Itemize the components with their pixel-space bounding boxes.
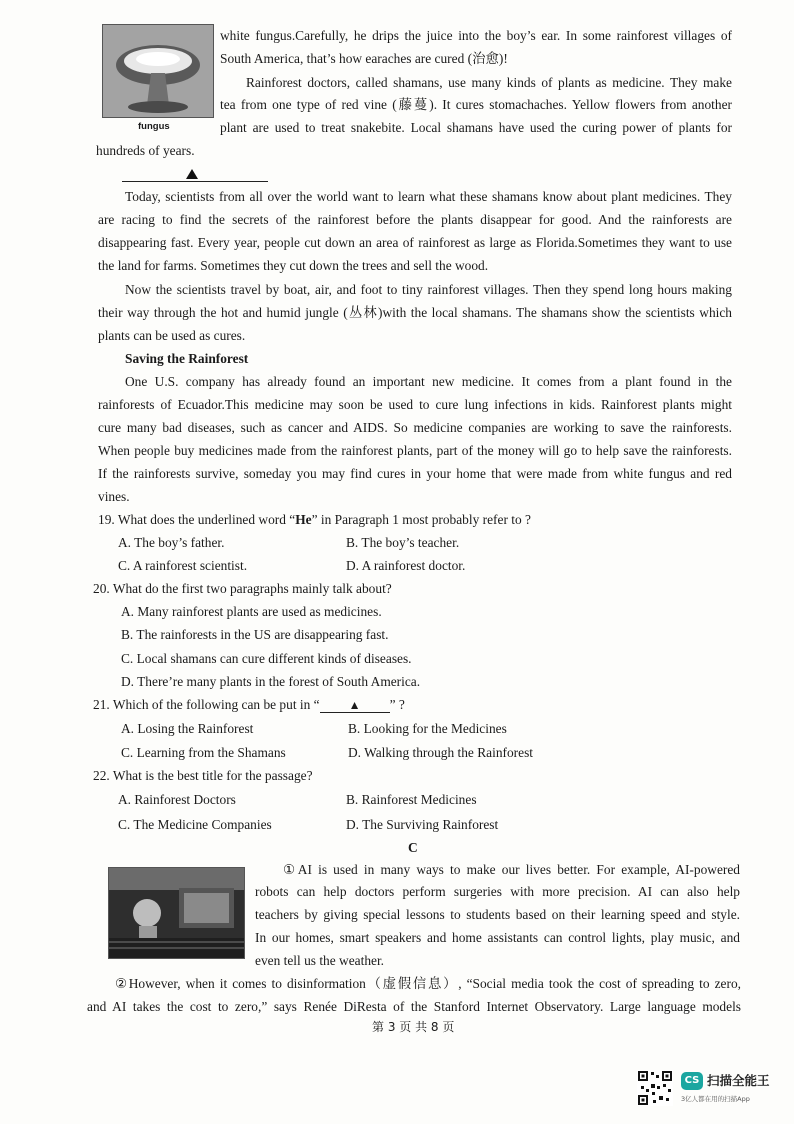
option-d[interactable]: D. Walking through the Rainforest bbox=[348, 745, 533, 760]
option-c[interactable]: C. The Medicine Companies bbox=[118, 817, 272, 832]
option-c[interactable]: C. Local shamans can cure different kinds of diseases. bbox=[121, 651, 412, 666]
option-a[interactable]: A. Losing the Rainforest bbox=[121, 721, 254, 736]
option-a[interactable]: A. The boy’s father. bbox=[118, 535, 225, 550]
question-text: 19. What does the underlined word “ bbox=[98, 512, 296, 527]
underlined-word: He bbox=[295, 512, 312, 527]
qr-code bbox=[637, 1070, 673, 1106]
question-21-stem bbox=[93, 696, 405, 714]
passage-line: When people buy medicines made from the rainforest plants, part of the money will go to help save the rainforests. bbox=[98, 443, 732, 458]
passage-line: vines. bbox=[98, 489, 130, 504]
passage-line: Now the scientists travel by boat, air, and foot to tiny rainforest villages. Then they spend long hours making bbox=[125, 282, 732, 297]
passage-line: are racing to find the secrets of the rainforest before the plants disappear for good. And the rainforests are bbox=[98, 212, 732, 227]
option-b[interactable]: B. Looking for the Medicines bbox=[348, 721, 507, 736]
question-text: ” ? bbox=[389, 697, 405, 712]
passage-line: tea from one type of red vine (藤蔓). It cures stomachaches. Yellow flowers from another bbox=[220, 97, 732, 112]
passage-line: the land for farms. Sometimes they cut down the trees and sell the wood. bbox=[98, 258, 489, 273]
passage-line: If the rainforests survive, someday you may find cures in your home that were made from white fungus and red bbox=[98, 466, 732, 481]
passage-line: Today, scientists from all over the world want to learn what these shamans know about plant medicines. They bbox=[125, 189, 732, 204]
option-b[interactable]: B. The rainforests in the US are disappearing fast. bbox=[121, 627, 389, 642]
passage-line: disappearing fast. Every year, people cut down an area of rainforest as large as Florida.Sometimes they want to use bbox=[98, 235, 732, 250]
inline-blank bbox=[320, 698, 390, 713]
blank-triangle-marker bbox=[186, 166, 198, 182]
triangle-icon: ▲ bbox=[348, 698, 361, 712]
passage-line: rainforests of Ecuador.This medicine may soon be used to cure lung infections in kids. Rainforest plants might bbox=[98, 397, 732, 412]
option-d[interactable]: D. There’re many plants in the forest of South America. bbox=[121, 674, 421, 689]
fungus-caption: fungus bbox=[138, 121, 170, 132]
fungus-illustration bbox=[103, 25, 213, 117]
passage-line: One U.S. company has already found an important new medicine. It comes from a plant found in the bbox=[125, 374, 732, 389]
triangle-icon bbox=[186, 169, 198, 179]
page-number: 第 3 页 共 8 页 bbox=[372, 1020, 455, 1034]
passage-line: their way through the hot and humid jungle (丛林)with the local shamans. The shamans show the scientists which bbox=[98, 305, 732, 320]
option-d[interactable]: D. The Surviving Rainforest bbox=[346, 817, 499, 832]
question-19-stem bbox=[98, 511, 531, 529]
passage-line: cure many bad diseases, such as cancer and AIDS. So medicine companies are working to save the rainforests. bbox=[98, 420, 732, 435]
passage-line: Rainforest doctors, called shamans, use many kinds of plants as medicine. They make bbox=[246, 75, 732, 90]
option-a[interactable]: A. Many rainforest plants are used as medicines. bbox=[121, 604, 382, 619]
qr-code-icon bbox=[637, 1070, 673, 1106]
passage-line: white fungus.Carefully, he drips the juice into the boy’s ear. In some rainforest villages of bbox=[220, 28, 732, 43]
fungus-image bbox=[102, 24, 214, 118]
option-b[interactable]: B. Rainforest Medicines bbox=[346, 792, 477, 807]
passage-line: teachers by giving special lessons to students based on their learning speed and style. bbox=[255, 907, 740, 922]
section-heading: C bbox=[408, 840, 418, 855]
ai-robot-photo bbox=[108, 867, 245, 959]
app-tagline: 3亿人都在用的扫描App bbox=[681, 1095, 750, 1103]
question-text: ” in Paragraph 1 most probably refer to ? bbox=[311, 512, 531, 527]
passage-line: robots can help doctors perform surgeries with more precision. AI can also help bbox=[255, 884, 740, 899]
question-20-stem: 20. What do the first two paragraphs mainly talk about? bbox=[93, 581, 392, 596]
passage-line: ②However, when it comes to disinformation（虚假信息）, “Social media took the cost of spreading to zero, bbox=[115, 976, 741, 991]
passage-line: and AI takes the cost to zero,” says Renée DiResta of the Stanford Internet Observatory. Large language models bbox=[87, 999, 741, 1014]
passage-line: In our homes, smart speakers and home assistants can control lights, play music, and bbox=[255, 930, 740, 945]
app-badge-text: CS bbox=[684, 1075, 700, 1086]
option-d[interactable]: D. A rainforest doctor. bbox=[346, 558, 466, 573]
passage-line: South America, that’s how earaches are cured (治愈)! bbox=[220, 51, 508, 66]
question-22-stem: 22. What is the best title for the passage? bbox=[93, 768, 313, 783]
passage-line: plants can be used as cures. bbox=[98, 328, 246, 343]
ai-photo-illustration bbox=[109, 868, 244, 958]
option-a[interactable]: A. Rainforest Doctors bbox=[118, 792, 236, 807]
option-b[interactable]: B. The boy’s teacher. bbox=[346, 535, 460, 550]
app-badge bbox=[681, 1072, 703, 1090]
question-text: 21. Which of the following can be put in “ bbox=[93, 697, 320, 712]
passage-line: even tell us the weather. bbox=[255, 953, 385, 968]
app-name: 扫描全能王 bbox=[707, 1073, 770, 1088]
option-c[interactable]: C. A rainforest scientist. bbox=[118, 558, 248, 573]
section-subheading: Saving the Rainforest bbox=[125, 351, 249, 366]
passage-line: plant are used to treat snakebite. Local shamans have used the curing power of plants for bbox=[220, 120, 732, 135]
passage-line: ①AI is used in many ways to make our lives better. For example, AI-powered bbox=[283, 862, 740, 877]
passage-line: hundreds of years. bbox=[96, 143, 195, 158]
option-c[interactable]: C. Learning from the Shamans bbox=[121, 745, 286, 760]
